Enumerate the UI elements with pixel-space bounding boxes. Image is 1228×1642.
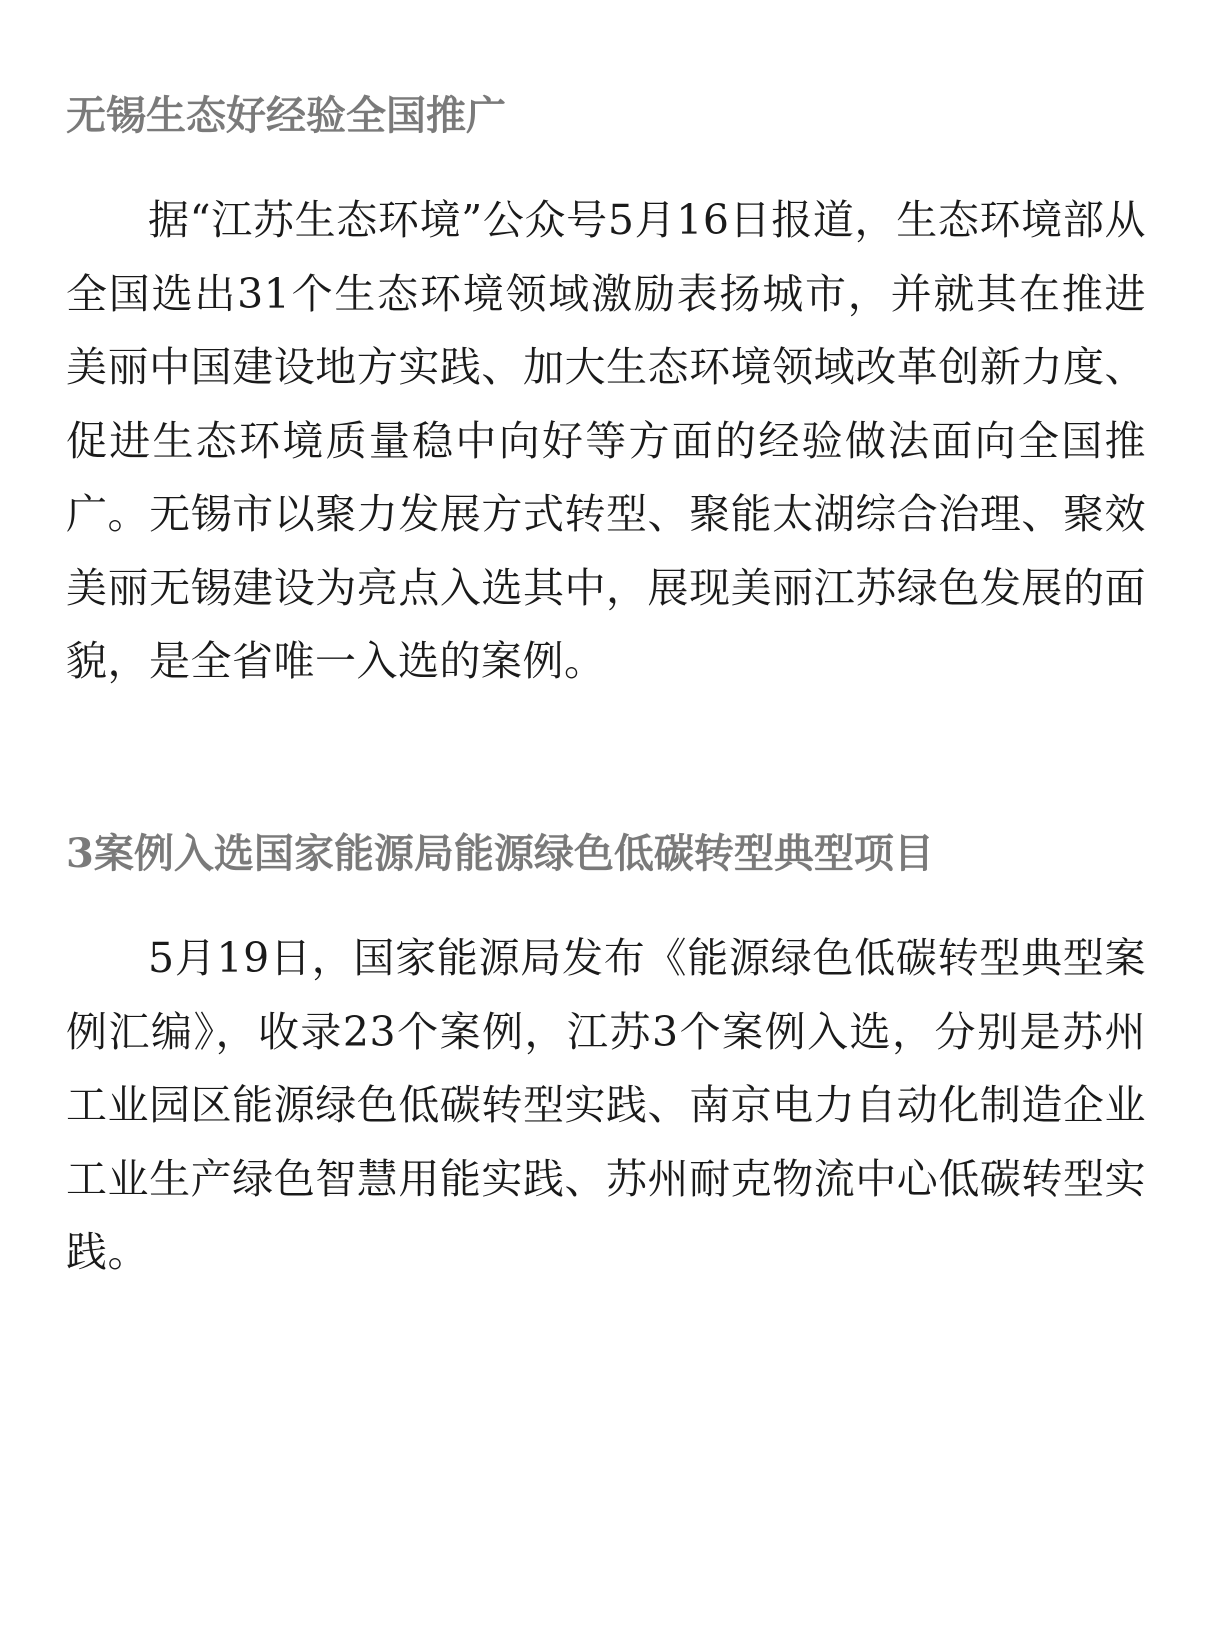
news-item-wuxi bbox=[66, 88, 1146, 699]
section-heading: 无锡生态好经验全国推广 bbox=[66, 92, 506, 139]
section-paragraph: 据“江苏生态环境”公众号5月16日报道，生态环境部从全国选出31个生态环境领域激励表扬城市，并就其在推进美丽中国建设地方实践、加大生态环境领域改革创新力度、促进生态环境质量稳中向好等方面的经验做法面向全国推广。无锡市以聚力发展方式转型、聚能太湖综合治理、聚效美丽无锡建设为亮点入选其中，展现美丽江苏绿色发展的面貌，是全省唯一入选的案例。 bbox=[66, 196, 1146, 685]
section-heading: 3案例入选国家能源局能源绿色低碳转型典型项目 bbox=[66, 830, 934, 877]
news-item-energy bbox=[66, 826, 1146, 1290]
section-paragraph: 5月19日，国家能源局发布《能源绿色低碳转型典型案例汇编》，收录23个案例，江苏3个案例入选，分别是苏州工业园区能源绿色低碳转型实践、南京电力自动化制造企业工业生产绿色智慧用能实践、苏州耐克物流中心低碳转型实践。 bbox=[66, 934, 1146, 1276]
